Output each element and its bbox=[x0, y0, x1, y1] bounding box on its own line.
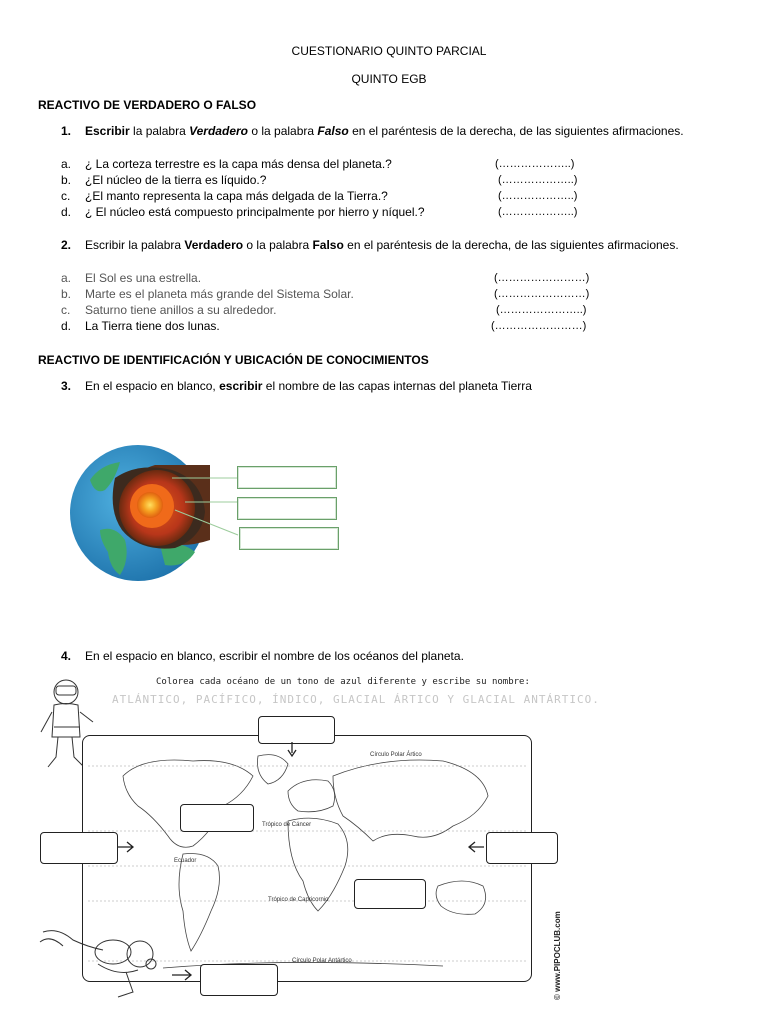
question-number: 1. bbox=[61, 124, 72, 138]
ocean-answer-box-pacific-west[interactable] bbox=[40, 832, 118, 864]
question-number: 3. bbox=[61, 379, 72, 393]
answer-blank[interactable]: (………………..) bbox=[498, 174, 578, 186]
answer-blank[interactable]: (………………..) bbox=[498, 190, 578, 202]
arrow-left-icon bbox=[466, 840, 484, 854]
ocean-answer-box-indian[interactable] bbox=[354, 879, 426, 909]
ocean-answer-box-antarctic[interactable] bbox=[200, 964, 278, 996]
item-letter: b. bbox=[61, 287, 72, 301]
item-text: Saturno tiene anillos a su alrededor. bbox=[85, 303, 277, 317]
ocean-answer-box-atlantic[interactable] bbox=[180, 804, 254, 832]
item-text: El Sol es una estrella. bbox=[85, 271, 202, 285]
item-text: ¿El núcleo de la tierra es líquido.? bbox=[85, 173, 267, 187]
item-text: Marte es el planeta más grande del Sistema Solar. bbox=[85, 287, 354, 301]
item-text: ¿ La corteza terrestre es la capa más densa del planeta.? bbox=[85, 157, 392, 171]
question-text: En el espacio en blanco, escribir el nombre de las capas internas del planeta Tierra bbox=[85, 379, 532, 393]
item-letter: c. bbox=[61, 303, 71, 317]
question-number: 2. bbox=[61, 238, 72, 252]
ocean-answer-box-pacific-east[interactable] bbox=[486, 832, 558, 864]
item-text: ¿El manto representa la capa más delgada de la Tierra.? bbox=[85, 189, 388, 203]
item-letter: d. bbox=[61, 319, 72, 333]
item-text: La Tierra tiene dos lunas. bbox=[85, 319, 220, 333]
section-heading-true-false: REACTIVO DE VERDADERO O FALSO bbox=[38, 98, 257, 112]
earth-layer-answer-box-3[interactable] bbox=[239, 527, 339, 550]
answer-blank[interactable]: (……………………) bbox=[494, 272, 590, 284]
answer-blank[interactable]: (……………………) bbox=[494, 288, 590, 300]
earth-layer-answer-box-2[interactable] bbox=[237, 497, 337, 520]
item-letter: c. bbox=[61, 189, 71, 203]
question-text: Escribir la palabra Verdadero o la palabra Falso en el paréntesis de la derecha, de las siguientes afirmaciones. bbox=[85, 238, 679, 252]
item-text: ¿ El núcleo está compuesto principalmente por hierro y níquel.? bbox=[85, 205, 425, 219]
item-letter: d. bbox=[61, 205, 72, 219]
map-label-tropic-cancer: Trópico de Cáncer bbox=[262, 822, 312, 828]
arrow-down-icon bbox=[286, 742, 298, 758]
document-title: CUESTIONARIO QUINTO PARCIAL bbox=[291, 44, 487, 58]
earth-layer-answer-box-1[interactable] bbox=[237, 466, 337, 489]
question-number: 4. bbox=[61, 649, 72, 663]
item-letter: a. bbox=[61, 271, 72, 285]
answer-blank[interactable]: (………………..) bbox=[495, 158, 575, 170]
map-label-antarctic-circle: Círculo Polar Antártico bbox=[292, 958, 352, 964]
ocean-answer-box-arctic[interactable] bbox=[258, 716, 335, 744]
answer-blank[interactable]: (……………………) bbox=[491, 320, 587, 332]
item-letter: a. bbox=[61, 157, 72, 171]
map-label-equator: Ecuador bbox=[174, 858, 197, 864]
map-instruction: Colorea cada océano de un tono de azul diferente y escribe su nombre: bbox=[156, 677, 530, 687]
answer-blank[interactable]: (………………..) bbox=[498, 206, 578, 218]
question-text: En el espacio en blanco, escribir el nombre de los océanos del planeta. bbox=[85, 649, 464, 663]
arrow-right-icon bbox=[118, 840, 136, 854]
document-subtitle: QUINTO EGB bbox=[351, 72, 427, 86]
scuba-diver-illustration-icon bbox=[38, 922, 178, 1002]
section-heading-identification: REACTIVO DE IDENTIFICACIÓN Y UBICACIÓN DE CONOCIMIENTOS bbox=[38, 353, 429, 367]
question-text: Escribir la palabra Verdadero o la palabra Falso en el paréntesis de la derecha, de las siguientes afirmaciones. bbox=[85, 124, 684, 138]
map-label-arctic-circle: Círculo Polar Ártico bbox=[370, 752, 422, 758]
ocean-names-list: ATLÁNTICO, PACÍFICO, ÍNDICO, GLACIAL ÁRTICO Y GLACIAL ANTÁRTICO. bbox=[112, 693, 600, 706]
copyright-watermark: © www.PIPOCLUB.com bbox=[553, 911, 562, 1000]
answer-blank[interactable]: (…………………..) bbox=[496, 304, 587, 316]
map-label-tropic-capricorn: Trópico de Capricornio bbox=[268, 897, 329, 903]
item-letter: b. bbox=[61, 173, 72, 187]
